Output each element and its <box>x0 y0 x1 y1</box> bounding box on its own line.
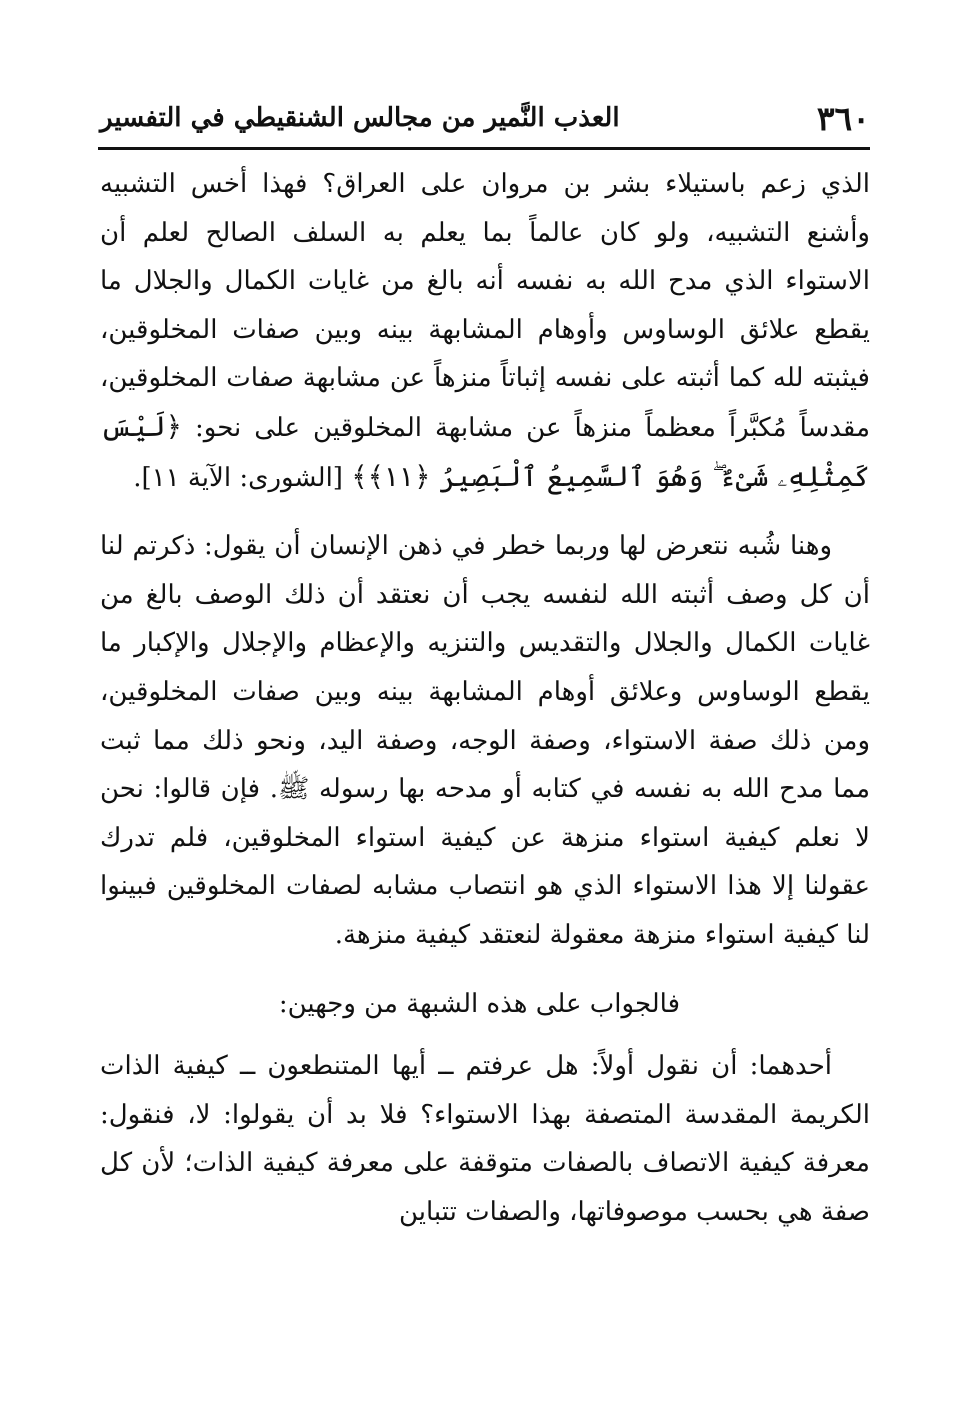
verse-reference: [الشورى: الآية ١١]. <box>133 462 343 493</box>
page-body <box>100 160 870 1236</box>
running-title: العذب النَّمير من مجالس الشنقيطي في التفسير <box>100 103 620 133</box>
header-rule <box>98 147 870 150</box>
paragraph-1 <box>100 160 870 502</box>
quran-verse: ﴿لَيْسَ كَمِثْلِهِۦ شَىْءٌ ۖ وَهُوَ ٱلسَّمِيعُ ٱلْبَصِيرُ ﴿١١﴾﴾ <box>100 409 870 493</box>
page-number: ٣٦٠ <box>816 98 870 138</box>
paragraph-3: فالجواب على هذه الشبهة من وجهين: <box>278 988 680 1019</box>
paragraph-1-text: الذي زعم باستيلاء بشر بن مروان على العراق؟ فهذا أخس التشبيه وأشنع التشبيه، ولو كان عالماً بما يعلم به السلف الصالح لعلم أن الاستواء الذي مدح الله به نفسه أنه بالغ من غايات الكمال والجلال ما يقطع علائق الوساوس وأوهام المشابهة بينه وبين صفات المخلوقين، فيثبته لله كما أثبته على نفسه إثباتاً منزهاً عن مشابهة صفات المخلوقين، مقدساً مُكبَّراً معظماً منزهاً عن مشابهة المخلوقين على نحو: <box>100 169 870 443</box>
paragraph-4: أحدهما: أن نقول أولاً: هل عرفتم ــ أيها المتنطعون ــ كيفية الذات الكريمة المقدسة المتصفة بهذا الاستواء؟ فلا بد أن يقولوا: لا، فنقول: معرفة كيفية الاتصاف بالصفات متوقفة على معرفة كيفية الذات؛ لأن كل صفة هي بحسب موصوفاتها، والصفات تتباين <box>100 1051 870 1227</box>
page-header <box>100 92 870 144</box>
paragraph-2: وهنا شُبه نتعرض لها وربما خطر في ذهن الإنسان أن يقول: ذكرتم لنا أن كل وصف أثبته الله لنفسه يجب أن نعتقد أن ذلك الوصف بالغ من غايات الكمال والجلال والتقديس والتنزيه والإعظام والإجلال والإكبار ما يقطع الوساوس وعلائق أوهام المشابهة بينه وبين صفات المخلوقين، ومن ذلك صفة الاستواء، وصفة الوجه، وصفة اليد، ونحو ذلك مما ثبت مما مدح الله به نفسه في كتابه أو مدحه بها رسوله ﷺ. فإن قالوا: نحن لا نعلم كيفية استواء منزهة عن كيفية استواء المخلوقين، فلم تدرك عقولنا إلا هذا الاستواء الذي هو انتصاب مشابه لصفات المخلوقين فبينوا لنا كيفية استواء منزهة معقولة لنعتقد كيفية منزهة. <box>100 531 870 950</box>
